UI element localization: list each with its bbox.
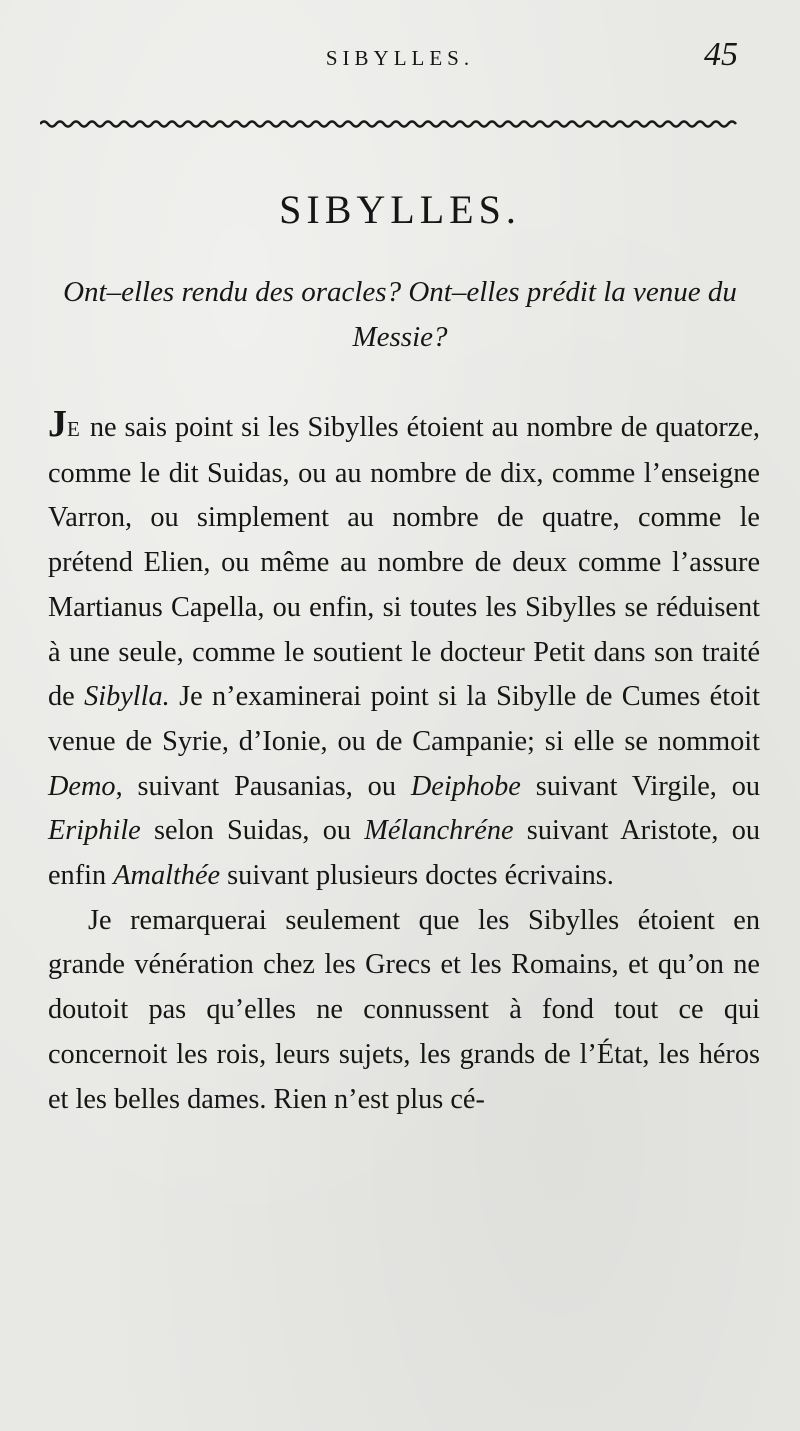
text-run: , suivant Pausanias, ou <box>115 770 411 802</box>
text-run: Je n’examinerai point si la Sibylle de Cumes étoit venue de Syrie, d’Ionie, ou de Campanie; si elle se nommoit <box>48 681 760 757</box>
ornamental-rule <box>40 118 738 130</box>
chapter-title: SIBYLLES. <box>279 187 521 232</box>
paragraph <box>48 402 760 899</box>
italic-name: Amalthée <box>113 860 221 892</box>
chapter-subtitle: Ont–elles rendu des oracles? Ont–elles prédit la venue du Messie? <box>63 276 737 353</box>
text-run: suivant Virgile, ou <box>520 770 760 802</box>
italic-name: Mélanchréne <box>364 815 514 847</box>
small-caps: E <box>67 417 82 441</box>
text-run: ne sais point si les Sibylles étoient au nombre de quatorze, comme le dit Suidas, ou au nombre de dix, comme l’enseigne Varron, ou simplement au nombre de quatre, comme le prétend Elien, ou même au nombre de deux comme l’assure Martianus Capella, ou enfin, si toutes les Sibylles se réduisent à une seule, comme le soutient le docteur Petit dans son traité de <box>48 412 760 713</box>
italic-name: Eriphile <box>48 815 141 847</box>
running-head <box>0 36 800 82</box>
paragraph: Je remarquerai seulement que les Sibylles étoient en grande vénération chez les Grecs et les Romains, et qu’on ne doutoit pas qu’elles ne connussent à fond tout ce qui concernoit les rois, leurs sujets, les grands de l’État, les héros et les belles dames. Rien n’est plus cé- <box>48 904 760 1115</box>
text-run: suivant plusieurs doctes écrivains. <box>220 860 614 892</box>
italic-name: Demo <box>48 770 116 802</box>
page-number: 45 <box>704 36 738 73</box>
running-title: SIBYLLES. <box>325 46 475 70</box>
italic-work-title: Sibylla. <box>84 681 170 713</box>
italic-name: Deiphobe <box>410 770 521 802</box>
drop-cap: J <box>48 403 67 445</box>
body-text <box>48 402 760 1122</box>
text-run: suivant Aristote, ou enfin <box>48 815 760 892</box>
text-run: selon Suidas, ou <box>140 815 365 847</box>
